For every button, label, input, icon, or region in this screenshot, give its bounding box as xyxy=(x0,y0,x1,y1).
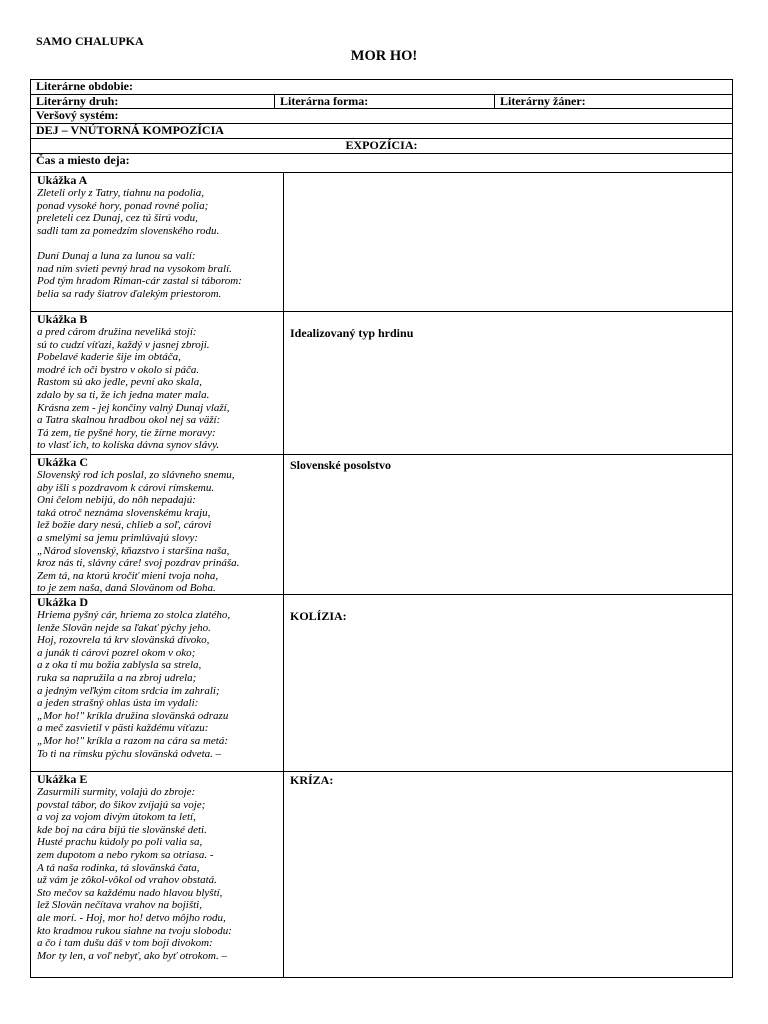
excerpt-row-d xyxy=(30,594,733,772)
excerpt-row-a xyxy=(30,172,733,312)
embassy-label: Slovenské posolstvo xyxy=(290,458,392,472)
excerpt-label: Ukážka C xyxy=(37,455,89,469)
verse-system-label: Veršový systém: xyxy=(36,108,119,122)
excerpt-row-e xyxy=(30,771,733,978)
row-kind-form-genre xyxy=(30,94,733,109)
row-literary-period xyxy=(30,79,733,95)
excerpt-text-cell xyxy=(31,455,284,594)
excerpt-text-cell xyxy=(31,595,284,771)
time-place-label: Čas a miesto deja: xyxy=(36,153,130,167)
excerpt-text-cell xyxy=(31,312,284,454)
row-exposition xyxy=(30,138,733,154)
row-plot-heading xyxy=(30,123,733,139)
excerpt-text: a pred cárom družina neveliká stojí: sú to cudzí víťazi, každý v jasnej zbroji. Pobelavé kaderie šije im obtáča, modré ich oči bystro v okolo si páča. Rastom sú ako jedle, pevní ako skala, zdalo by sa ti, že ich jedna mater mala. Krásna zem - jej končiny valný Dunaj vlaží, a Tatra skalnou hradbou okol nej sa väží: Tá zem, tie pyšné hory, tie žírne moravy: to vlasť ich, to kolíska dávna synov slávy. xyxy=(37,326,230,452)
literary-period-label: Literárne obdobie: xyxy=(36,79,133,93)
excerpt-label: Ukážka E xyxy=(37,772,88,786)
excerpt-text: Zleteli orly z Tatry, tiahnu na podolia, ponad vysoké hory, ponad rovné polia; preleteli cez Dunaj, cez tú širú vodu, sadli tam za pomedzím slovenského rodu. Duní Dunaj a luna za lunou sa valí: nad ním svieti pevný hrad na vysokom bralí. Pod tým hradom Ríman-cár zastal si táborom: belia sa rady šiatrov ďalekým priestorom. xyxy=(37,187,242,300)
literary-kind-label: Literárny druh: xyxy=(31,95,275,108)
excerpt-row-c xyxy=(30,454,733,595)
excerpt-text: Slovenský rod ich poslal, zo slávneho snemu, aby išli s pozdravom k cárovi rímskemu. Oni čelom nebijú, do nôh nepadajú: taká otroč neznáma slovenskému kraju, lež božie dary nesú, chlieb a soľ, cárovi a smelými sa jemu primlúvajú slovy: „Národ slovenský, kňazstvo i staršina naša, kroz nás ti, slávny cáre! svoj pozdrav prináša. Zem tá, na ktorú kročiť mieni tvoja noha, to je zem naša, daná Slovänom od Boha. xyxy=(37,469,240,595)
row-time-place xyxy=(30,153,733,173)
literary-genre-label: Literárny žáner: xyxy=(500,94,586,108)
excerpt-label: Ukážka A xyxy=(37,173,88,187)
document-title: MOR HO! xyxy=(350,48,418,64)
excerpt-row-b xyxy=(30,311,733,455)
excerpt-text-cell xyxy=(31,173,284,311)
excerpt-text: Zasurmili surmity, volajú do zbroje: povstal tábor, do šikov zvíjajú sa voje; a voj za vojom divým útokom ta letí, kde boj na cára bijú tie slovänské deti. Husté prachu kúdoly po poli valia sa, zem dupotom a nebo rykom sa otriasa. - A tá naša rodinka, tá slovänská čata, už vám je zôkol-vôkol od vrahov obstatá. Sto mečov sa každému nado hlavou blyští, lež Slovän nečítava vrahov na bojišti, ale morí. - Hoj, mor ho! detvo môjho rodu, kto kradmou rukou siahne na tvoju slobodu: a čo i tam dušu dáš v tom boji divokom: Mor ty len, a voľ nebyť, ako byť otrokom. – xyxy=(37,786,232,962)
excerpt-label: Ukážka B xyxy=(37,312,88,326)
crisis-label: KRÍZA: xyxy=(290,773,334,787)
excerpt-text-cell xyxy=(31,772,284,977)
plot-heading-label: DEJ – VNÚTORNÁ KOMPOZÍCIA xyxy=(36,123,224,137)
literary-form-label: Literárna forma: xyxy=(275,95,495,108)
collision-label: KOLÍZIA: xyxy=(290,609,347,623)
author-name: SAMO CHALUPKA xyxy=(36,34,144,48)
exposition-label: EXPOZÍCIA: xyxy=(345,138,418,152)
excerpt-text: Hriema pyšný cár, hriema zo stolca zlatého, lenže Slovän nejde sa ľakať pýchy jeho. Hoj, rozovrela tá krv slovänská divoko, a junák ti cárovi pozrel okom v oko; a z oka ti mu božia zablysla sa strela, ruka sa napružila a na zbroj udrela; a jedným veľkým citom srdcia im zahrali; a jeden strašný ohlas ústa im vydali: „Mor ho!" kríkla družina slovänská odrazu a meč zasvietil v pästi každému víťazu: „Mor ho!" kríkla a razom na cára sa metá: To ti na rímsku pýchu slovänská odveta. – xyxy=(37,609,231,760)
excerpt-label: Ukážka D xyxy=(37,595,89,609)
hero-type-label: Idealizovaný typ hrdinu xyxy=(290,326,414,340)
row-verse-system xyxy=(30,108,733,124)
